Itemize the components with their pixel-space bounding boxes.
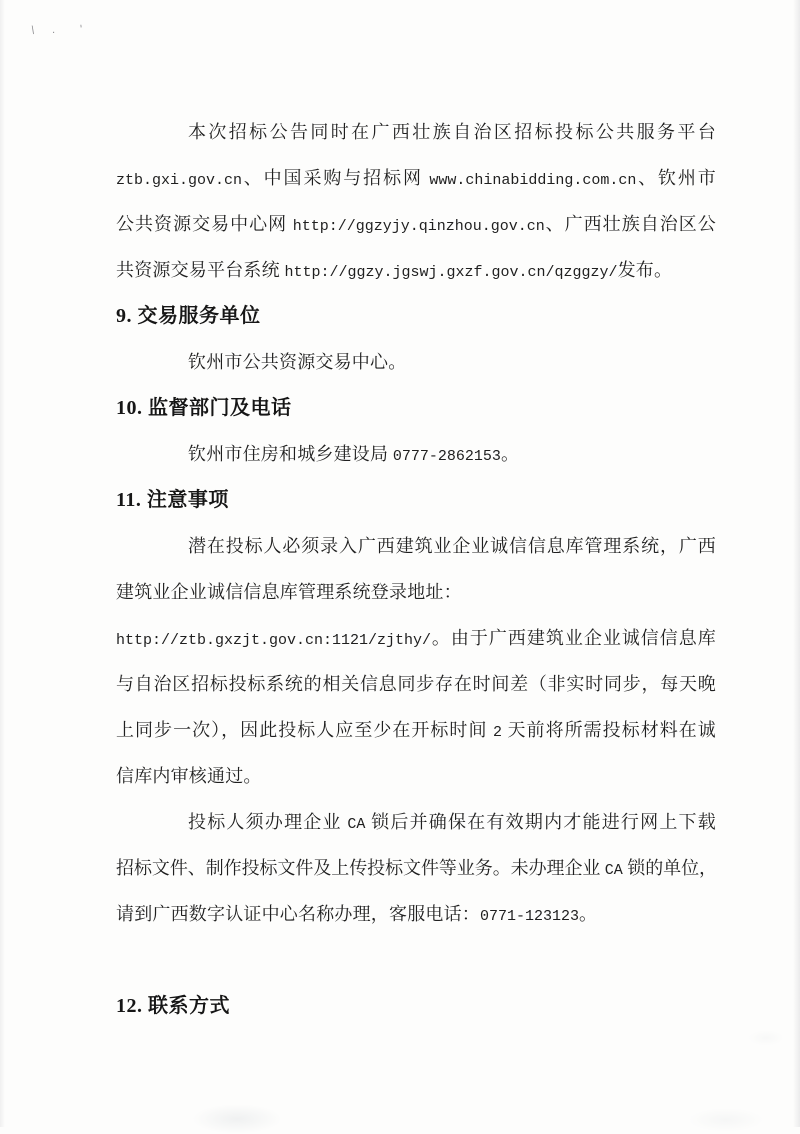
body-text-line	[116, 799, 716, 845]
body-text-line	[116, 201, 716, 247]
latin-text-segment: http://ztb.gxzjt.gov.cn:1121/zjthy/	[116, 632, 432, 649]
cjk-text-segment: 锁后并确保在有效期内才能进行网上下载	[365, 812, 716, 832]
body-text-line	[116, 615, 716, 661]
cjk-text-segment: 11. 注意事项	[116, 489, 229, 511]
cjk-text-segment: 、中国采购与招标网	[242, 168, 430, 188]
scan-speck: '	[79, 23, 84, 36]
latin-text-segment: 2	[493, 724, 503, 741]
body-text-line	[116, 109, 716, 155]
cjk-text-segment: 本次招标公告同时在广西壮族自治区招标投标公共服务平台	[188, 122, 716, 142]
scan-speck: .	[52, 25, 56, 36]
section-heading-line	[116, 477, 716, 523]
cjk-text-segment: 10. 监督部门及电话	[116, 397, 292, 419]
cjk-text-segment: 与自治区招标投标系统的相关信息同步存在时间差（非实时同步，每天晚	[116, 674, 716, 694]
latin-text-segment: 0777-2862153	[392, 448, 501, 465]
latin-text-segment: CA	[604, 862, 623, 879]
scan-speck: \	[30, 24, 36, 37]
cjk-text-segment: 9. 交易服务单位	[116, 305, 261, 327]
cjk-text-segment: 共资源交易平台系统	[116, 260, 285, 280]
latin-text-segment: CA	[347, 816, 366, 833]
cjk-text-segment: 锁的单位，	[622, 858, 717, 878]
cjk-text-segment: 钦州市公共资源交易中心。	[188, 352, 407, 372]
cjk-text-segment: 12. 联系方式	[116, 995, 230, 1017]
cjk-text-segment: 天前将所需投标材料在诚	[502, 720, 716, 740]
latin-text-segment: www.chinabidding.com.cn	[429, 172, 637, 189]
cjk-text-segment: 上同步一次），因此投标人应至少在开标时间	[116, 720, 494, 740]
latin-text-segment: http://ggzyjy.qinzhou.gov.cn	[292, 218, 545, 235]
body-text-line	[116, 339, 716, 385]
cjk-text-segment: 发布。	[617, 260, 673, 280]
body-text-line	[116, 569, 716, 615]
cjk-text-segment: 。	[579, 904, 598, 924]
body-text-line	[116, 523, 716, 569]
latin-text-segment: ztb.gxi.gov.cn	[116, 172, 243, 189]
cjk-text-segment: 请到广西数字认证中心名称办理，客服电话：	[116, 904, 480, 924]
scan-smudge	[192, 1104, 282, 1134]
cjk-text-segment: 投标人须办理企业	[188, 812, 348, 832]
body-text-line	[116, 431, 716, 477]
cjk-text-segment: 建筑业企业诚信信息库管理系统登录地址：	[116, 582, 462, 602]
body-text-line	[116, 891, 716, 937]
section-heading-line	[116, 983, 716, 1029]
body-text-line	[116, 155, 716, 201]
document-content	[116, 109, 716, 1029]
scan-smudge	[748, 1030, 784, 1046]
cjk-text-segment: 。由于广西建筑业企业诚信信息库	[431, 628, 716, 648]
cjk-text-segment: 。	[500, 444, 520, 464]
body-text-line	[116, 707, 716, 753]
body-text-line	[116, 661, 716, 707]
cjk-text-segment: 、钦州市	[636, 168, 716, 188]
section-heading-line	[116, 293, 716, 339]
latin-text-segment: http://ggzy.jgswj.gxzf.gov.cn/qzggzy/	[284, 264, 618, 281]
cjk-text-segment: 钦州市住房和城乡建设局	[188, 444, 393, 464]
section-heading-line	[116, 385, 716, 431]
cjk-text-segment: 公共资源交易中心网	[116, 214, 293, 234]
cjk-text-segment: 、广西壮族自治区公	[544, 214, 716, 234]
cjk-text-segment: 招标文件、制作投标文件及上传投标文件等业务。未办理企业	[116, 858, 605, 878]
cjk-text-segment: 潜在投标人必须录入广西建筑业企业诚信信息库管理系统，广西	[188, 536, 716, 556]
body-text-line	[116, 247, 716, 293]
scan-edge-shadow-right	[793, 0, 800, 1127]
body-text-line	[116, 753, 716, 799]
body-text-line	[116, 845, 716, 891]
blank-line	[116, 937, 716, 983]
scan-smudge	[688, 1108, 764, 1132]
cjk-text-segment: 信库内审核通过。	[116, 766, 262, 786]
scan-edge-shadow-left	[0, 0, 5, 1127]
latin-text-segment: 0771-123123	[480, 908, 580, 925]
